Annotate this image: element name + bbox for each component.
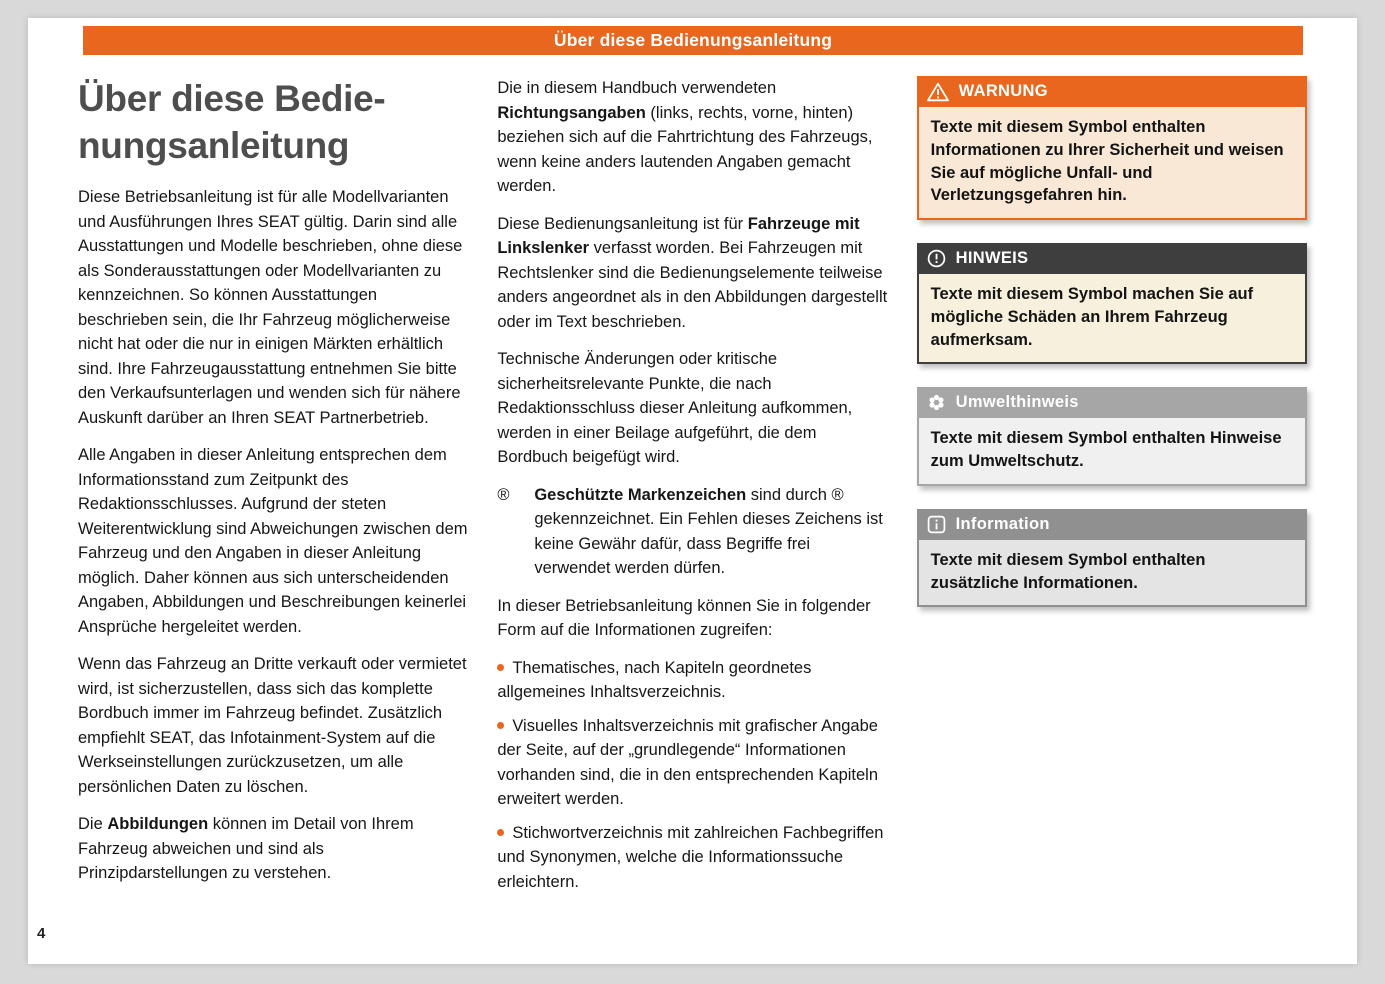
page-header-title: Über diese Bedienungsanleitung xyxy=(553,30,833,50)
bullet-text: Thematisches, nach Kapiteln geordnetes allgemeines Inhaltsverzeichnis. xyxy=(497,658,812,701)
paragraph-access-intro: In dieser Betriebsanleitung können Sie in folgender Form auf die Informationen zugreifen: xyxy=(497,596,871,639)
info-square-icon xyxy=(927,515,946,534)
bullet-item-keyword-index xyxy=(497,821,887,895)
callout-warnung-label: WARNUNG xyxy=(958,82,1048,100)
warning-triangle-icon xyxy=(927,82,949,102)
page-header-bar xyxy=(83,26,1303,55)
bullet-icon xyxy=(497,829,504,836)
paragraph-left-hand-drive: Diese Bedienungsanleitung ist für Fahrzeuge mit Linkslenker verfasst worden. Bei Fahrzeugen mit Rechtslenker sind die Bedienungselemente teilweise anders angeordnet als in den Abbildungen dargestellt oder im Text beschrieben. xyxy=(497,214,888,331)
flower-icon xyxy=(927,393,946,412)
callout-umwelthinweis-body xyxy=(917,418,1307,486)
trademark-item xyxy=(497,483,887,581)
paragraph-resale: Wenn das Fahrzeug an Dritte verkauft oder vermietet wird, ist sicherzustellen, dass sich das komplette Bordbuch immer im Fahrzeug befindet. Zusätzlich empfiehlt SEAT, das Infotainment-System auf die Werkseinstellungen zurückzusetzen, um alle persönlichen Daten zu löschen. xyxy=(78,655,467,796)
callout-hinweis-body xyxy=(917,274,1307,364)
column-middle xyxy=(497,76,887,903)
callout-hinweis-label: HINWEIS xyxy=(955,249,1029,268)
paragraph-illustrations: Die Abbildungen können im Detail von Ihrem Fahrzeug abweichen und sind als Prinzipdarstellungen zu verstehen. xyxy=(78,815,414,883)
callout-information-header xyxy=(917,509,1307,540)
paragraph-directions: Die in diesem Handbuch verwendeten Richtungsangaben (links, rechts, vorne, hinten) beziehen sich auf die Fahrtrichtung des Fahrzeugs, wenn keine anders lautenden Angaben gemacht werden. xyxy=(497,79,873,195)
registered-trademark-icon: ® xyxy=(497,485,510,504)
column-left xyxy=(78,76,468,903)
bullet-text: Visuelles Inhaltsverzeichnis mit grafischer Angabe der Seite, auf der „grundlegende“ Informationen vorhanden sind, die in den entsprechenden Kapiteln erweitert werden. xyxy=(497,716,879,808)
callout-warnung xyxy=(917,76,1307,220)
bullet-icon xyxy=(497,722,504,729)
section-title-line-1: Über diese Bedie- xyxy=(78,78,386,119)
paragraph-information-status: Alle Angaben in dieser Anleitung entsprechen dem Informationsstand zum Zeitpunkt des Redaktionsschlusses. Aufgrund der steten Weiterentwicklung sind Abweichungen zwischen dem Fahrzeug und den Angaben in dieser Anleitung möglich. Daher können aus sich unterscheidenden Angaben, Abbildungen und Beschreibungen keinerlei Ansprüche hergeleitet werden. xyxy=(78,446,468,636)
callout-umwelthinweis-text: Texte mit diesem Symbol enthalten Hinweise zum Umweltschutz. xyxy=(930,429,1282,471)
exclamation-circle-icon xyxy=(927,249,946,268)
callout-hinweis-header xyxy=(917,243,1307,274)
callout-umwelthinweis-label: Umwelthinweis xyxy=(955,393,1079,412)
bullet-item-visual-index xyxy=(497,714,887,812)
paragraph-technical-changes: Technische Änderungen oder kritische sicherheitsrelevante Punkte, die nach Redaktionsschluss dieser Anleitung aufkommen, werden in einer Beilage aufgeführt, die dem Bordbuch beigefügt wird. xyxy=(497,350,853,466)
manual-page xyxy=(28,18,1357,964)
paragraph-trademarks: Geschützte Markenzeichen sind durch ® gekennzeichnet. Ein Fehlen dieses Zeichens ist keine Gewähr dafür, dass Begriffe frei verwendet werden dürfen. xyxy=(534,485,883,577)
section-title-line-2: nungsanleitung xyxy=(78,124,350,166)
callout-warnung-header xyxy=(917,76,1307,107)
page-number: 4 xyxy=(37,925,46,942)
bullet-item-thematic-index xyxy=(497,656,887,705)
bullet-icon xyxy=(497,664,504,671)
page-content xyxy=(28,55,1357,903)
section-title xyxy=(78,76,468,169)
callout-information-text: Texte mit diesem Symbol enthalten zusätzliche Informationen. xyxy=(930,550,1206,592)
callout-umwelthinweis xyxy=(917,387,1307,486)
bullet-text: Stichwortverzeichnis mit zahlreichen Fachbegriffen und Synonymen, welche die Informationssuche erleichtern. xyxy=(497,823,884,891)
callout-hinweis xyxy=(917,243,1307,364)
callout-warnung-body xyxy=(917,107,1307,220)
callout-hinweis-text: Texte mit diesem Symbol machen Sie auf mögliche Schäden an Ihrem Fahrzeug aufmerksam. xyxy=(930,285,1254,349)
callout-warnung-text: Texte mit diesem Symbol enthalten Informationen zu Ihrer Sicherheit und weisen Sie auf mögliche Unfall- und Verletzungsgefahren hin. xyxy=(930,118,1284,205)
column-right xyxy=(917,76,1307,903)
callout-information-body xyxy=(917,540,1307,608)
paragraph-model-variants: Diese Betriebsanleitung ist für alle Modellvarianten und Ausführungen Ihres SEAT gültig. Darin sind alle Ausstattungen und Modelle beschrieben, ohne diese als Sonderausstattungen oder Modellvarianten zu kennzeichnen. So können Ausstattungen beschrieben sein, die Ihr Fahrzeug möglicherweise nicht hat oder die nur in einigen Märkten erhältlich sind. Ihre Fahrzeugausstattung entnehmen Sie bitte den Verkaufsunterlagen und wenden sich für nähere Auskunft darüber an Ihren SEAT Partnerbetrieb. xyxy=(78,188,463,427)
callout-umwelthinweis-header xyxy=(917,387,1307,418)
callout-information-label: Information xyxy=(955,514,1050,533)
callout-information xyxy=(917,509,1307,608)
